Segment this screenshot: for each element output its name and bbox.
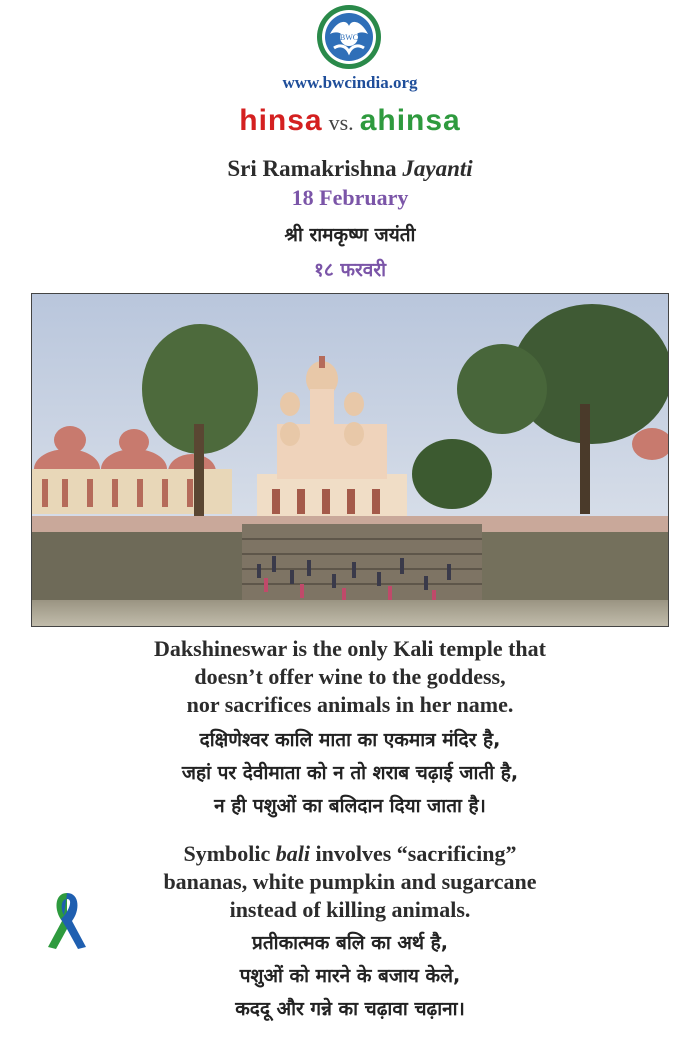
paragraph-1-hi-line: दक्षिणेश्वर कालि माता का एकमात्र मंदिर है,	[199, 729, 501, 751]
paragraph-1-hi-line: जहां पर देवीमाता को न तो शराब चढ़ाई जाती है,	[181, 762, 519, 784]
paragraph-1-hi-line: न ही पशुओं का बलिदान दिया जाता है।	[214, 795, 486, 817]
temple-photo	[31, 293, 669, 627]
paragraph-1-en	[0, 635, 700, 719]
paragraph-1-hi	[0, 724, 700, 823]
occasion-date-hi: १८ फरवरी	[313, 259, 387, 281]
paragraph-2-hi-line: कददू और गन्ने का चढ़ावा चढ़ाना।	[235, 998, 465, 1020]
paragraph-2-en-italic: bali	[275, 841, 310, 866]
paragraph-2-en-line: instead of killing animals.	[229, 897, 471, 922]
brand-hinsa: hinsa	[239, 104, 323, 137]
paragraph-2-en-text: Symbolic	[183, 841, 276, 866]
occasion-date-en: 18 February	[291, 185, 409, 210]
paragraph-2-en	[0, 840, 700, 924]
paragraph-2-hi-line: प्रतीकात्मक बलि का अर्थ है,	[252, 932, 448, 954]
paragraph-1-en-line: nor sacrifices animals in her name.	[186, 692, 514, 717]
paragraph-1-en-line: Dakshineswar is the only Kali temple that	[154, 636, 546, 661]
paragraph-1-en-line: doesn’t offer wine to the goddess,	[194, 664, 506, 689]
logo-text: BWC	[339, 33, 359, 42]
bwc-logo	[316, 4, 382, 70]
brand-ahinsa: ahinsa	[359, 104, 461, 137]
website-url[interactable]: www.bwcindia.org	[282, 73, 418, 92]
occasion-title	[0, 156, 700, 182]
occasion-title-prefix: Sri Ramakrishna	[227, 156, 397, 181]
paragraph-2-en-text: involves “sacrificing”	[309, 841, 517, 866]
paragraph-2-en-line	[0, 840, 700, 868]
paragraph-2-hi	[0, 927, 700, 1026]
occasion-title-hi: श्री रामकृष्ण जयंती	[284, 224, 416, 246]
occasion-title-italic: Jayanti	[402, 156, 473, 181]
brand-vs: vs.	[328, 110, 354, 135]
brand-title	[0, 104, 700, 140]
paragraph-2-en-line: bananas, white pumpkin and sugarcane	[163, 869, 537, 894]
paragraph-2-hi-line: पशुओं को मारने के बजाय केले,	[239, 965, 461, 987]
